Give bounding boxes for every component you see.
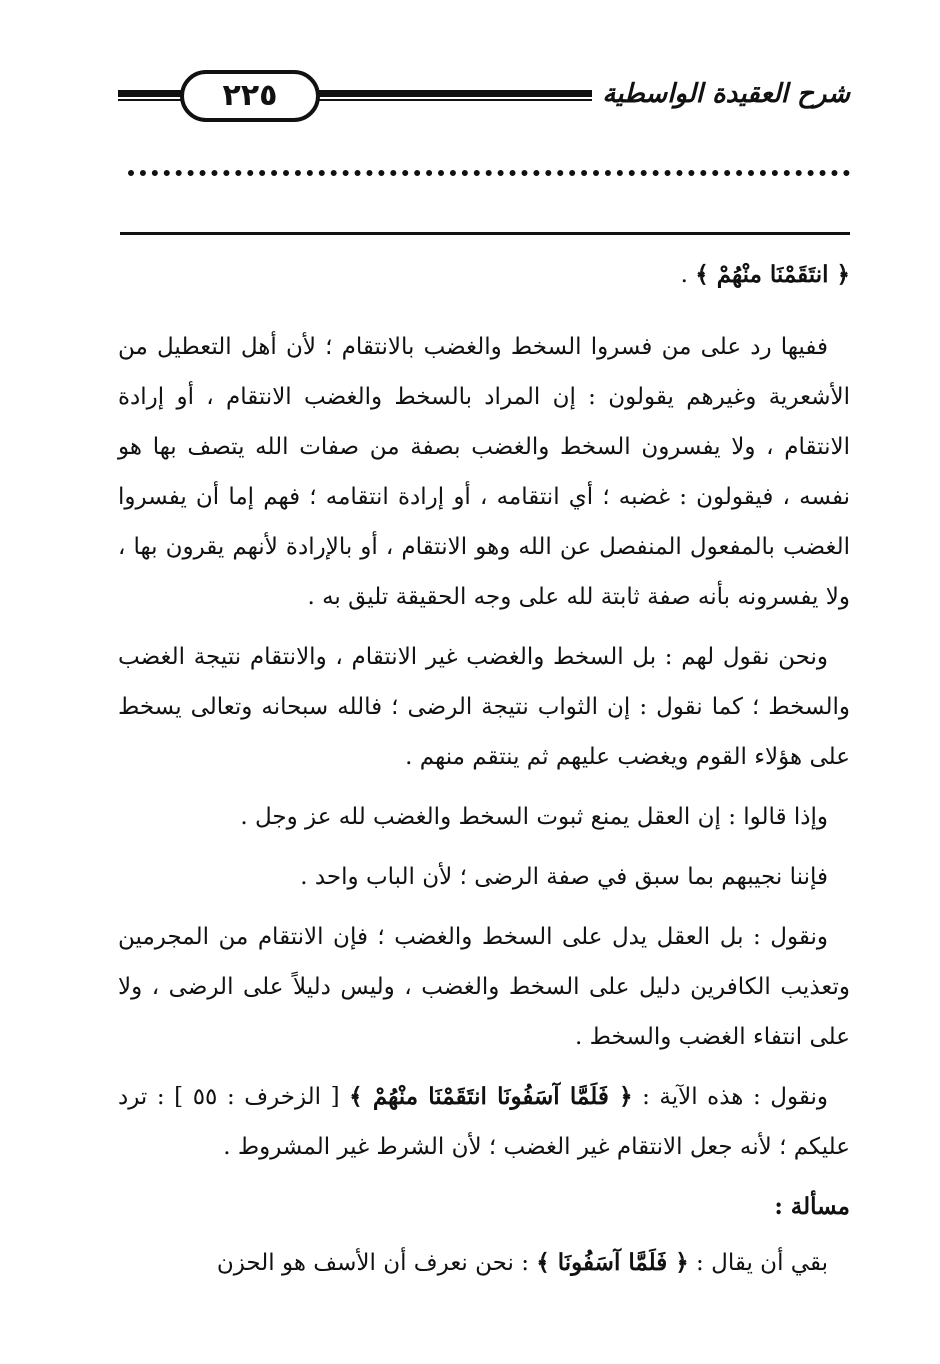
- bracket-close: ﴾: [349, 1083, 373, 1110]
- page-header: [118, 70, 850, 122]
- page-number: ٢٢٥: [180, 70, 320, 122]
- bracket-open: ﴿: [608, 1083, 633, 1110]
- bracket-open: ﴿: [667, 1249, 689, 1276]
- paragraph-2: ونحن نقول لهم : بل السخط والغضب غير الانتقام ، والانتقام نتيجة الغضب والسخط ؛ كما نقول : إن الثواب نتيجة الرضى ؛ فالله سبحانه وتعالى يسخط على هؤلاء القوم ويغضب عليهم ثم ينتقم منهم .: [118, 644, 850, 770]
- opening-verse-line: [118, 250, 850, 300]
- paragraph-5: ونقول : بل العقل يدل على السخط والغضب ؛ فإن الانتقام من المجرمين وتعذيب الكافرين دليل على السخط والغضب ، وليس دليلاً على الرضى ، ولا على انتفاء الغضب والسخط .: [118, 924, 850, 1050]
- bracket-close: ﴾: [536, 1249, 558, 1276]
- section-rule: [120, 232, 850, 235]
- paragraph-7: [118, 1238, 850, 1288]
- page-body: [118, 250, 850, 1298]
- p7-verse: فَلَمَّا آسَفُونَا: [557, 1249, 668, 1276]
- paragraph-3: وإذا قالوا : إن العقل يمنع ثبوت السخط والغضب لله عز وجل .: [240, 804, 828, 830]
- dotted-separator: [128, 158, 850, 176]
- p6-end: : ترد عليكم ؛ لأنه جعل الانتقام غير الغضب ؛ لأن الشرط غير المشروط .: [118, 1084, 850, 1160]
- paragraph-6: [118, 1072, 850, 1172]
- p6-start: ونقول : هذه الآية :: [632, 1084, 829, 1110]
- issue-heading: مسألة :: [774, 1193, 850, 1220]
- bracket-close: ﴾: [695, 261, 717, 288]
- opening-verse: انتَقَمْنَا منْهُمْ: [716, 261, 829, 288]
- bracket-open: ﴿: [828, 261, 850, 288]
- paragraph-1: ففيها رد على من فسروا السخط والغضب بالانتقام ؛ لأن أهل التعطيل من الأشعرية وغيرهم يقولون : إن المراد بالسخط والغضب الانتقام ، أو إرادة الانتقام ، ولا يفسرون السخط والغضب بصفة من صفات الله يتصف بها هو نفسه ، فيقولون : غضبه ؛ أي انتقامه ، أو إرادة انتقامه ؛ فهم إما أن يفسروا الغضب بالمفعول المنفصل عن الله وهو الانتقام ، أو بالإرادة لأنهم يقرون بها ، ولا يفسرونه بأنه صفة ثابتة لله على وجه الحقيقة تليق به .: [118, 334, 851, 610]
- p6-verse: فَلَمَّا آسَفُونَا انتَقَمْنَا منْهُمْ: [372, 1083, 609, 1110]
- book-title: شرح العقيدة الواسطية: [592, 74, 850, 114]
- p7-start: بقي أن يقال :: [688, 1250, 828, 1276]
- paragraph-4: فإننا نجيبهم بما سبق في صفة الرضى ؛ لأن الباب واحد .: [300, 864, 828, 890]
- p7-end: : نحن نعرف أن الأسف هو الحزن: [216, 1250, 537, 1276]
- opening-end: .: [680, 262, 696, 288]
- p6-reference: [ الزخرف : ٥٥ ]: [164, 1084, 350, 1110]
